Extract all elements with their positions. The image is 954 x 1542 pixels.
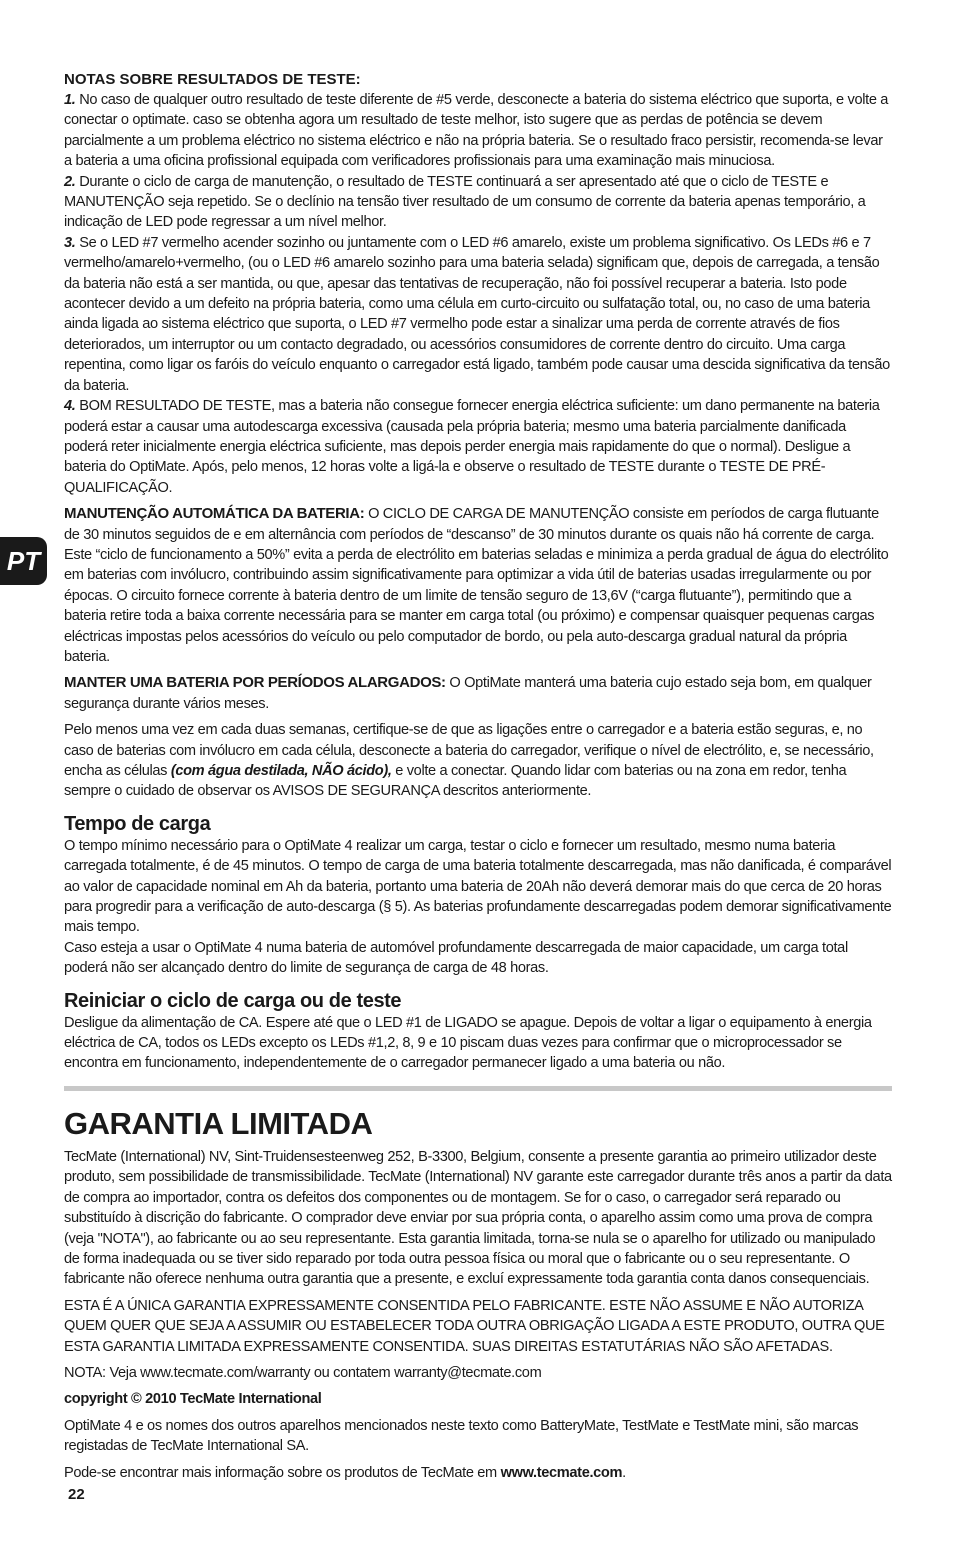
website-link[interactable]: www.tecmate.com	[500, 1464, 623, 1481]
note-item-4	[64, 396, 892, 498]
warranty-note: NOTA: Veja www.tecmate.com/warranty ou contatem warranty@tecmate.com	[64, 1364, 542, 1381]
note-text: Se o LED #7 vermelho acender sozinho ou juntamente com o LED #6 amarelo, existe um problema significativo. Os LEDs #6 e 7 vermelho/amarelo+vermelho, (ou o LED #6 amarelo sozinho para uma bateria selada) significam que, depois de carregada, a tensão da bateria não está a ser mantida, ou que, apesar das tentativas de recuperação, não foi possível recuperar a bateria. Isto pode acontecer devido a um defeito na própria bateria, como uma célula em curto-circuito ou sulfatação total, ou, no caso de uma bateria ainda ligada ao sistema eléctrico que suporta, o LED #7 vermelho pode estar a sinalizar uma perda de corrente através de fios deteriorados, um interruptor ou um contacto degradado, ou acessórios consumidores de corrente dentro do circuito. Uma carga repentina, como ligar os faróis do veículo enquanto o carregador está ligado, também pode causar uma descida significativa da tensão da bateria.	[64, 234, 890, 394]
warranty-paragraph-1: TecMate (International) NV, Sint-Truidensesteenweg 252, B-3300, Belgium, consente a presente garantia ao primeiro utilizador deste produto, sem possibilidade de transmissibilidade. TecMate (International) NV garante este carregador durante três anos a partir da data de compra ao importador, contra os defeitos dos componentes ou de montagem. Se for o caso, o carregador será reparado ou substituído à discrição do fabricante. O comprador deve enviar por sua própria conta, o aparelho assim como uma prova de compra (veja "NOTA"), ao fabricante ou ao seu representante. Esta garantia limitada, torna-se nula se o aparelho for utilizado ou manipulado de forma inadequada ou se tiver sido reparado por toda outra pessoa física ou moral que o fabricante ou o seu representante. O fabricante não oferece nenhuma outra garantia que a presente, e excluí expressamente toda garantia conta danos consequenciais.	[64, 1148, 892, 1288]
long-term-text: O OptiMate manterá uma bateria cujo estado seja bom, em qualquer segurança durante vários meses.	[64, 675, 872, 712]
note-number: 3.	[64, 234, 76, 251]
charge-time-paragraph-2: Caso esteja a usar o OptiMate 4 numa bateria de automóvel profundamente descarregada de maior capacidade, um carga total poderá não ser alcançado dentro do limite de segurança de carga de 48 horas.	[64, 939, 848, 977]
note-number: 1.	[64, 92, 76, 108]
maintenance-label: MANUTENÇÃO AUTOMÁTICA DA BATERIA:	[64, 505, 365, 523]
more-info-end: .	[622, 1464, 626, 1481]
note-text: No caso de qualquer outro resultado de teste diferente de #5 verde, desconecte a bateria do sistema eléctrico que suporta, e volte a conectar o optimate. caso se obtenha agora um resultado de teste melhor, isto sugere que as perdas de potência se devem parcialmente a um problema eléctrico no sistema eléctrico e não na própria bateria. Se o resultado fraco persistir, recomenda-se levar a bateria a uma oficina profissional equipada com verificadores profissionais para uma examinação mais minuciosa.	[64, 92, 889, 170]
warranty-heading: GARANTIA LIMITADA	[64, 1105, 373, 1141]
charge-time-heading: Tempo de carga	[64, 812, 211, 835]
note-text: BOM RESULTADO DE TESTE, mas a bateria não consegue fornecer energia eléctrica suficiente: um dano permanente na bateria poderá estar a causar uma autodescarga excessiva (causada pela própria bateria; mesmo uma bateria parcialmente danificada poderá reter inicialmente energia eléctrica suficiente, mas depois perder energia mais rapidamente do que o normal). Desligue a bateria do OptiMate. Após, pelo menos, 12 horas volte a ligá-la e observe o resultado de TESTE durante o TESTE DE PRÉ-QUALIFICAÇÃO.	[64, 398, 880, 496]
trademarks: OptiMate 4 e os nomes dos outros aparelhos mencionados neste texto como BatteryMate, TestMate e TestMate mini, são marcas registadas de TecMate International SA.	[64, 1417, 859, 1455]
long-term-paragraph	[64, 673, 892, 714]
page-number: 22	[68, 1486, 85, 1503]
note-item-3	[64, 233, 892, 396]
maintenance-paragraph	[64, 504, 892, 667]
notes-heading: NOTAS SOBRE RESULTADOS DE TESTE:	[64, 71, 361, 88]
long-term-paragraph-2	[64, 720, 892, 802]
note-item-2	[64, 172, 892, 233]
copyright: copyright © 2010 TecMate International	[64, 1391, 322, 1408]
note-number: 4.	[64, 398, 76, 415]
language-tab	[0, 537, 47, 585]
long-term-text-before: Pelo menos uma vez em cada duas semanas, certifique-se de que as ligações entre o carregador e a bateria estão seguras, e, no caso de baterias com invólucro em cada célula, desconecte a bateria do carregador, verifique o nível de electrólito, e, se necessário, encha as células	[64, 722, 874, 779]
long-term-text-after: e volte a conectar. Quando lidar com baterias ou na zona em redor, tenha sempre o cuidado de observar os AVISOS DE SEGURANÇA descritos anteriormente.	[64, 763, 847, 800]
restart-paragraph: Desligue da alimentação de CA. Espere até que o LED #1 de LIGADO se apague. Depois de voltar a ligar o equipamento à energia eléctrica de CA, todos os LEDs excepto os LEDs #1,2, 8, 9 e 10 piscam duas vezes para confirmar que o microprocessador se encontra em funcionamento, independentemente de o carregador permanecer ligado a uma bateria ou não.	[64, 1014, 872, 1072]
charge-time-paragraph-1: O tempo mínimo necessário para o OptiMate 4 realizar um carga, testar o ciclo e fornecer um resultado, mesmo numa bateria carregada totalmente, é de 45 minutos. O tempo de carga de uma bateria totalmente descarregada, mas não danificada, é comparável ao valor de capacidade nominal em Ah da bateria, portanto uma bateria de 20Ah não deverá demorar mais do que cerca de 20 horas para progredir para a verificação de auto-descarga (§ 5). As baterias profundamente descarregadas podem demorar significativamente mais tempo.	[64, 837, 892, 936]
long-term-label: MANTER UMA BATERIA POR PERÍODOS ALARGADOS:	[64, 674, 446, 692]
restart-heading: Reiniciar o ciclo de carga ou de teste	[64, 989, 402, 1012]
maintenance-text: O CICLO DE CARGA DE MANUTENÇÃO consiste em períodos de carga flutuante de 30 minutos seguidos de e em alternância com períodos de “descanso” de 30 minutos durante os quais não há corrente de carga. Este “ciclo de funcionamento a 50%” evita a perda de electrólito em baterias seladas e minimiza a perda gradual de água do electrólito em baterias com invólucro, contribuindo assim significativamente para optimizar a vida útil de baterias usadas irregularmente ou por épocas. O circuito fornece corrente à bateria dentro de um limite de tensão seguro de 13,6V (“carga flutuante”), permitindo que a bateria retire toda a baixa corrente necessária para se manter em carga total (ou próximo) e compensar quaisquer pequenas cargas eléctricas impostas pelos acessórios do veículo ou pelo computador de bordo, ou pela auto-descarga gradual natural da própria bateria.	[64, 506, 889, 665]
long-term-emphasis: (com água destilada, NÃO ácido),	[170, 763, 392, 779]
section-divider	[64, 1086, 892, 1091]
note-item-1	[64, 90, 892, 172]
more-info-text: Pode-se encontrar mais informação sobre os produtos de TecMate em	[64, 1464, 501, 1481]
warranty-paragraph-2: ESTA É A ÚNICA GARANTIA EXPRESSAMENTE CONSENTIDA PELO FABRICANTE. ESTE NÃO ASSUME E NÃO AUTORIZA QUEM QUER QUE SEJA A ASSUMIR OU ESTABELECER TODA OUTRA OBRIGAÇÃO LIGADA A ESTE PRODUTO, OUTRA QUE ESTA GARANTIA LIMITADA EXPRESSAMENTE CONSENTIDA. SUAS DIREITAS ESTATUTÁRIAS NÃO SÃO AFETADAS.	[64, 1297, 885, 1355]
note-text: Durante o ciclo de carga de manutenção, o resultado de TESTE continuará a ser apresentado até que o ciclo de TESTE e MANUTENÇÃO seja repetido. Se o declínio na tensão tiver resultado de um consumo de corrente da bateria apenas temporário, a indicação de LED pode regressar a um nível melhor.	[64, 173, 866, 231]
language-tab-label: PT	[6, 545, 41, 576]
note-number: 2.	[64, 173, 76, 190]
page-content	[64, 70, 892, 1483]
more-info	[64, 1463, 892, 1483]
